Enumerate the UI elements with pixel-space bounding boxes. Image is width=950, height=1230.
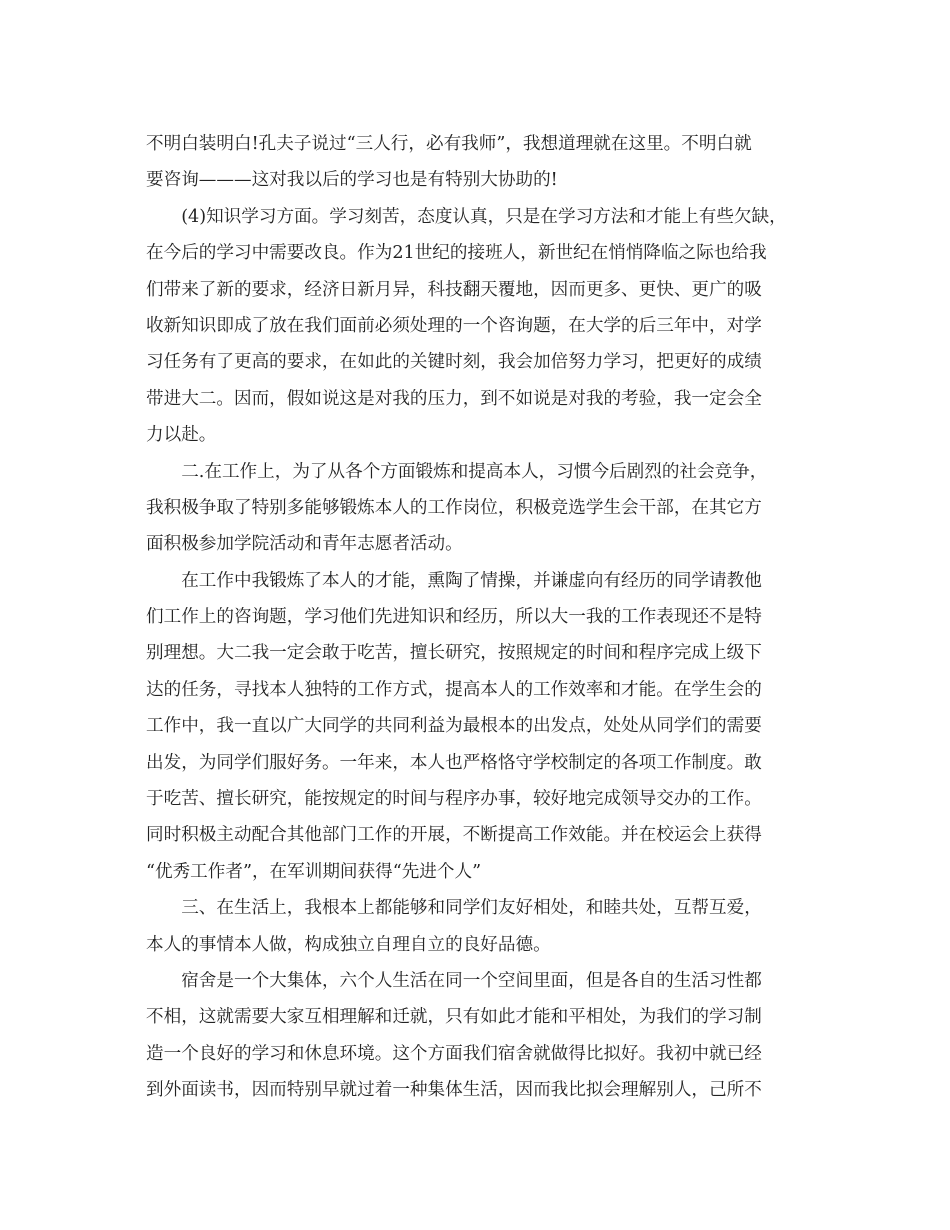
text-line: 不相，这就需要大家互相理解和迁就，只有如此才能和平相处，为我们的学习制 (146, 1007, 762, 1028)
text-line: (4)知识学习方面。学习刻苦，态度认真，只是在学习方法和才能上有些欠缺， (146, 206, 787, 227)
text-line: 二.在工作上，为了从各个方面锻炼和提高本人，习惯今后剧烈的社会竞争， (146, 461, 768, 482)
text-line: 要咨询———这对我以后的学习也是有特别大协助的! (146, 170, 558, 191)
text-line: 达的任务，寻找本人独特的工作方式，提高本人的工作效率和才能。在学生会的 (146, 679, 762, 700)
text-line: 本人的事情本人做，构成独立自理自立的良好品德。 (146, 934, 551, 955)
text-line: “优秀工作者”，在军训期间获得“先进个人” (146, 861, 482, 882)
text-line: 习任务有了更高的要求，在如此的关键时刻，我会加倍努力学习，把更好的成绩 (146, 352, 762, 373)
text-line: 带进大二。因而，假如说这是对我的压力，到不如说是对我的考验，我一定会全 (146, 388, 762, 409)
text-line: 我积极争取了特别多能够锻炼本人的工作岗位，积极竞选学生会干部，在其它方 (146, 497, 762, 518)
text-line: 收新知识即成了放在我们面前必须处理的一个咨询题，在大学的后三年中，对学 (146, 315, 762, 336)
text-line: 别理想。大二我一定会敢于吃苦，擅长研究，按照规定的时间和程序完成上级下 (146, 643, 762, 664)
text-line: 们带来了新的要求，经济日新月异，科技翻天覆地，因而更多、更快、更广的吸 (146, 279, 762, 300)
document-body (146, 126, 810, 1109)
text-line: 宿舍是一个大集体，六个人生活在同一个空间里面，但是各自的生活习性都 (146, 970, 762, 991)
text-line: 于吃苦、擅长研究，能按规定的时间与程序办事，较好地完成领导交办的工作。 (146, 789, 762, 810)
text-line: 到外面读书，因而特别早就过着一种集体生活，因而我比拟会理解别人，己所不 (146, 1080, 762, 1101)
text-line: 造一个良好的学习和休息环境。这个方面我们宿舍就做得比拟好。我初中就已经 (146, 1043, 762, 1064)
text-line: 三、在生活上，我根本上都能够和同学们友好相处，和睦共处，互帮互爱， (146, 898, 762, 919)
text-line: 出发，为同学们服好务。一年来，本人也严格恪守学校制定的各项工作制度。敢 (146, 752, 762, 773)
text-line: 力以赴。 (146, 425, 217, 446)
text-line: 不明白装明白!孔夫子说过“三人行，必有我师”，我想道理就在这里。不明白就 (146, 134, 752, 154)
text-line: 工作中，我一直以广大同学的共同利益为最根本的出发点，处处从同学们的需要 (146, 716, 762, 737)
text-line: 在工作中我锻炼了本人的才能，熏陶了情操，并谦虚向有经历的同学请教他 (146, 570, 762, 591)
text-line: 在今后的学习中需要改良。作为21世纪的接班人，新世纪在悄悄降临之际也给我 (146, 243, 767, 264)
text-line: 面积极参加学院活动和青年志愿者活动。 (146, 534, 463, 555)
text-line: 们工作上的咨询题，学习他们先进知识和经历，所以大一我的工作表现还不是特 (146, 607, 762, 628)
text-line: 同时积极主动配合其他部门工作的开展，不断提高工作效能。并在校运会上获得 (146, 825, 762, 846)
